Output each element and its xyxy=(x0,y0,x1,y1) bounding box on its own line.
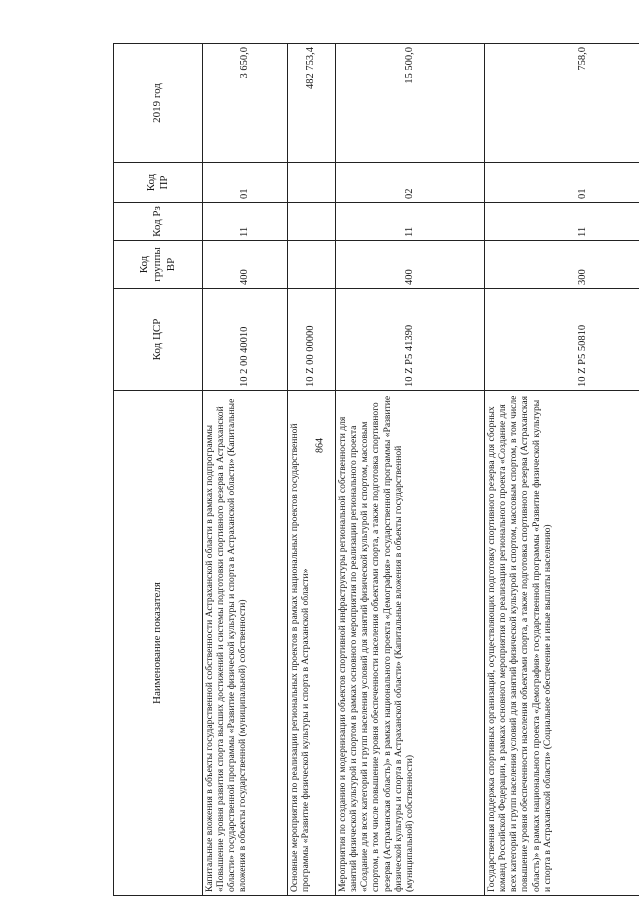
header-rz: Код Рз xyxy=(114,203,203,241)
header-year: 2019 год xyxy=(114,44,203,163)
header-name: Наименование показателя xyxy=(114,391,203,896)
row-vr: 300 xyxy=(485,241,639,289)
row-amount: 15 500,0 xyxy=(336,44,485,163)
row-rz: 11 xyxy=(485,203,639,241)
row-name: Основные мероприятия по реализации региональных проектов в рамках национальных проектов государственной программы «Развитие физической культуры и спорта в Астраханской области» xyxy=(288,391,336,896)
row-rz: 11 xyxy=(203,203,288,241)
row-vr: 400 xyxy=(203,241,288,289)
page-number: 864 xyxy=(314,438,326,453)
row-amount: 758,0 xyxy=(485,44,639,163)
row-csr: 10 Z P5 41390 xyxy=(336,289,485,391)
row-pr: 02 xyxy=(336,163,485,203)
row-name: Мероприятия по созданию и модернизации объектов спортивной инфраструктуры региональной собственности для занятий физической культурой и спортом в рамках основного мероприятия по реализации регионального проекта «Создание для всех категорий и групп населения условий для занятий физической культурой и спортом, массовым спортом, в том числе повышение уровня обеспеченности населения объектами спорта, а также подготовка спортивного резерва (Астраханская область)» в рамках национального проекта «Демография» государственной программы «Развитие физической культуры и спорта в Астраханской области» (Капитальные вложения в объекты государственной (муниципальной) собственности) xyxy=(336,391,485,896)
budget-table-rotated xyxy=(113,44,639,896)
table-row xyxy=(288,44,336,896)
row-rz xyxy=(288,203,336,241)
row-pr: 01 xyxy=(203,163,288,203)
row-pr: 01 xyxy=(485,163,639,203)
row-amount: 3 650,0 xyxy=(203,44,288,163)
row-pr xyxy=(288,163,336,203)
row-csr: 10 Z P5 50810 xyxy=(485,289,639,391)
table-row xyxy=(203,44,288,896)
row-csr: 10 2 00 40010 xyxy=(203,289,288,391)
table-row xyxy=(485,44,639,896)
table-row xyxy=(336,44,485,896)
row-rz: 11 xyxy=(336,203,485,241)
row-amount: 482 753,4 xyxy=(288,44,336,163)
header-pr: Код ПР xyxy=(114,163,203,203)
row-vr: 400 xyxy=(336,241,485,289)
budget-table xyxy=(113,43,639,896)
row-name: Государственная поддержка спортивных организаций, осуществляющих подготовку спортивного резерва для сборных команд Российской Федерации, в рамках основного мероприятия по реализации регионального проекта «Создание для всех категорий и групп населения условий для занятий физической культурой и спортом, массовым спортом, в том числе повышение уровня обеспеченности населения объектами спорта, а также подготовка спортивного резерва (Астраханская область)» в рамках национального проекта «Демография» государственной программы «Развитие физической культуры и спорта в Астраханской области» (Социальное обеспечение и иные выплаты населению) xyxy=(485,391,639,896)
row-name: Капитальные вложения в объекты государственной собственности Астраханской области в рамках подпрограммы «Повышение уровня развития спорта высших достижений и системы подготовки спортивного резерва в Астраханской области» государственной программы «Развитие физической культуры и спорта в Астраханской области» (Капитальные вложения в объекты государственной (муниципальной) собственности) xyxy=(203,391,288,896)
header-csr: Код ЦСР xyxy=(114,289,203,391)
table-header-row xyxy=(114,44,203,896)
row-csr: 10 Z 00 00000 xyxy=(288,289,336,391)
row-vr xyxy=(288,241,336,289)
header-vr: Код группы ВР xyxy=(114,241,203,289)
